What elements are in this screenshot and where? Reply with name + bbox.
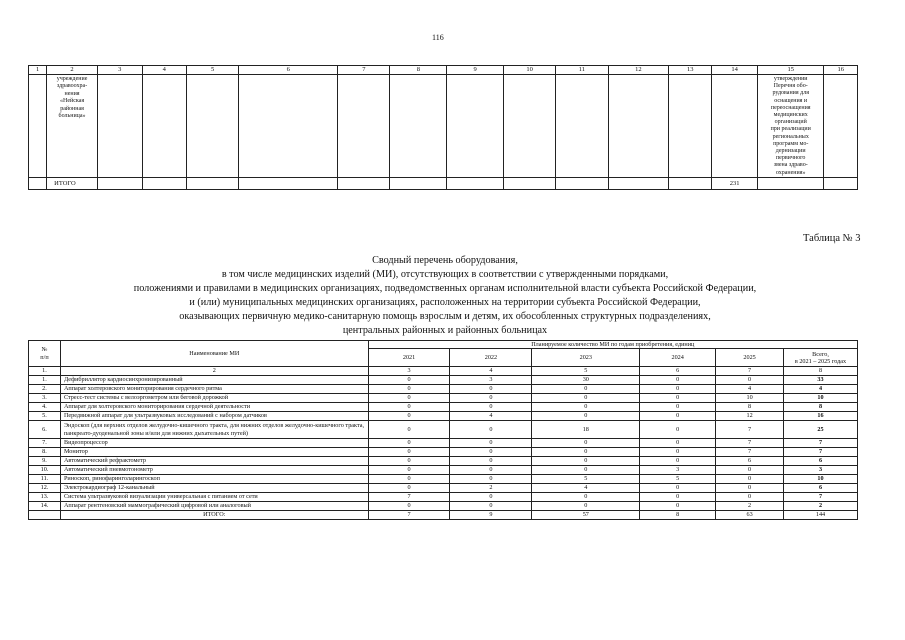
text-line: охранения»: [775, 169, 806, 176]
number-header: [29, 341, 61, 367]
column-number-2: 2: [47, 66, 98, 75]
index-cell: 5: [532, 367, 640, 376]
row-number: 14.: [29, 502, 61, 511]
text-line: при реализации: [770, 126, 811, 133]
table-row: [29, 484, 858, 493]
equipment-name: Дефибриллятор кардиосинхронизированный: [60, 376, 368, 385]
year-value: 0: [716, 376, 784, 385]
row-total: 25: [784, 421, 858, 439]
row-number: 7.: [29, 439, 61, 448]
year-value: 0: [532, 403, 640, 412]
column-number-4: 4: [142, 66, 187, 75]
year-value: 5: [640, 475, 716, 484]
year-value: 0: [450, 448, 532, 457]
row-number: 12.: [29, 484, 61, 493]
equipment-name: Стресс-тест системы с велоэргометром или беговой дорожкой: [60, 394, 368, 403]
continuation-table: [28, 65, 858, 190]
text-line: рудования для: [772, 90, 809, 97]
equipment-name: Эндоскоп (для верхних отделов желудочно-кишечного тракта, для нижних отделов желудочно-кишечного тракта, панкреато-дуоденальной зоны и/или для нижних дыхательных путей): [60, 421, 368, 439]
year-value: 0: [450, 394, 532, 403]
year-value: 8: [716, 403, 784, 412]
column-number-5: 5: [187, 66, 239, 75]
year-value: 0: [368, 394, 450, 403]
year-value: 0: [450, 493, 532, 502]
header-line: №: [41, 345, 48, 353]
equipment-name: Система ультразвуковой визуализации универсальная с питанием от сети: [60, 493, 368, 502]
year-value: 7: [368, 493, 450, 502]
name-header: Наименование МИ: [60, 341, 368, 367]
text-line: оснащения и: [774, 97, 808, 104]
text-line: здравоохра-: [56, 83, 88, 90]
row-number: 2.: [29, 385, 61, 394]
year-value: 0: [532, 457, 640, 466]
text-line: региональных: [772, 133, 809, 140]
row-number: 5.: [29, 412, 61, 421]
index-cell: 1.: [29, 367, 61, 376]
text-line: утверждении: [773, 76, 808, 82]
year-value: 0: [368, 385, 450, 394]
index-cell: 4: [450, 367, 532, 376]
header-line: п/п: [40, 353, 49, 361]
year-value: 2: [450, 484, 532, 493]
row-number: 6.: [29, 421, 61, 439]
total-value: 231: [712, 177, 758, 189]
header-line: в 2021 – 2025 годах: [794, 357, 847, 365]
row-number: 9.: [29, 457, 61, 466]
year-value: 4: [450, 412, 532, 421]
year-value: 0: [450, 466, 532, 475]
year-value: 0: [532, 502, 640, 511]
year-value: 0: [532, 394, 640, 403]
index-cell: 6: [640, 367, 716, 376]
year-value: 18: [532, 421, 640, 439]
year-header-2022: 2022: [450, 349, 532, 367]
index-row: [29, 367, 858, 376]
table-row: [29, 502, 858, 511]
year-value: 0: [532, 439, 640, 448]
row-total: 6: [784, 457, 858, 466]
grand-total-value: 7: [368, 511, 450, 520]
year-value: 0: [532, 412, 640, 421]
title-line: Сводный перечень оборудования,: [372, 255, 518, 266]
text-line: больница»: [58, 113, 86, 120]
year-value: 0: [532, 493, 640, 502]
column-number-1: 1: [29, 66, 47, 75]
grand-total-value: 144: [784, 511, 858, 520]
table-row: [29, 457, 858, 466]
document-title: [60, 254, 830, 338]
index-cell: 7: [716, 367, 784, 376]
header-line: Всего,: [812, 350, 829, 358]
year-value: 3: [450, 376, 532, 385]
row-number: 1.: [29, 376, 61, 385]
year-value: 0: [532, 448, 640, 457]
text-line: переоснащения: [770, 104, 811, 111]
year-value: 4: [532, 484, 640, 493]
equipment-name: Риноскоп, ринофаринголарингоскоп: [60, 475, 368, 484]
year-value: 12: [716, 412, 784, 421]
text-line: учреждение: [56, 76, 88, 82]
column-number-7: 7: [338, 66, 390, 75]
year-value: 0: [368, 376, 450, 385]
text-line: медицинских: [773, 112, 808, 119]
column-number-3: 3: [97, 66, 142, 75]
equipment-name: Аппарат для холтеровского мониторирования сердечной деятельности: [60, 403, 368, 412]
year-value: 0: [640, 403, 716, 412]
header-row-1: [29, 341, 858, 349]
institution-row: [29, 75, 858, 178]
row-total: 8: [784, 403, 858, 412]
year-value: 0: [368, 421, 450, 439]
institution-name-cell: [47, 75, 98, 178]
text-line: организаций: [774, 119, 807, 126]
year-header-2021: 2021: [368, 349, 450, 367]
year-value: 5: [532, 475, 640, 484]
row-total: 33: [784, 376, 858, 385]
row-total: 7: [784, 439, 858, 448]
basis-document-cell: [758, 75, 824, 178]
total-label: ИТОГО: [47, 177, 98, 189]
row-total: 6: [784, 484, 858, 493]
table-row: [29, 412, 858, 421]
year-value: 0: [640, 448, 716, 457]
table-label: Таблица № 3: [803, 233, 861, 244]
year-value: 0: [640, 502, 716, 511]
grand-total-value: 57: [532, 511, 640, 520]
column-number-13: 13: [669, 66, 712, 75]
year-value: 0: [716, 466, 784, 475]
table-row: [29, 475, 858, 484]
year-value: 0: [640, 493, 716, 502]
table-row: [29, 376, 858, 385]
text-line: звена здраво-: [773, 162, 808, 169]
title-line: оказывающих первичную медико-санитарную помощь взрослым и детям, их обособленных структурных подразделениях,: [179, 311, 711, 322]
year-header-2024: 2024: [640, 349, 716, 367]
index-cell: 3: [368, 367, 450, 376]
equipment-name: Аппарат холтеровского мониторирования сердечного ритма: [60, 385, 368, 394]
year-value: 0: [450, 475, 532, 484]
year-value: 7: [716, 421, 784, 439]
index-cell: 2: [60, 367, 368, 376]
year-value: 0: [716, 493, 784, 502]
equipment-name: Автоматический рефрактометр: [60, 457, 368, 466]
row-number: 3.: [29, 394, 61, 403]
column-number-8: 8: [390, 66, 447, 75]
grand-total-value: 9: [450, 511, 532, 520]
year-value: 0: [368, 502, 450, 511]
year-value: 0: [368, 475, 450, 484]
year-value: 0: [368, 466, 450, 475]
page-number: 116: [432, 33, 444, 42]
year-value: 0: [716, 475, 784, 484]
row-total: 4: [784, 385, 858, 394]
plan-group-header: Планируемое количество МИ по годам приобретения, единиц: [368, 341, 857, 349]
equipment-name: Передвижной аппарат для ультразвуковых исследований с набором датчиков: [60, 412, 368, 421]
year-value: 0: [640, 439, 716, 448]
year-value: 0: [532, 466, 640, 475]
column-number-10: 10: [504, 66, 556, 75]
text-line: Перечня обо-: [773, 83, 808, 90]
text-line: «Нейская: [59, 98, 85, 105]
column-number-15: 15: [758, 66, 824, 75]
year-value: 10: [716, 394, 784, 403]
empty-cell: [29, 511, 61, 520]
year-value: 0: [368, 403, 450, 412]
year-value: 4: [716, 385, 784, 394]
year-value: 0: [368, 412, 450, 421]
row-total: 2: [784, 502, 858, 511]
equipment-total-row: [29, 511, 858, 520]
table-row: [29, 394, 858, 403]
total-row: [29, 177, 858, 189]
year-value: 0: [640, 394, 716, 403]
text-line: нения: [64, 90, 80, 97]
table-row: [29, 439, 858, 448]
year-value: 0: [640, 457, 716, 466]
table-row: [29, 466, 858, 475]
total-header: [784, 349, 858, 367]
equipment-name: Электрокардиограф 12-канальный: [60, 484, 368, 493]
row-total: 16: [784, 412, 858, 421]
year-value: 0: [640, 376, 716, 385]
column-number-11: 11: [556, 66, 608, 75]
year-value: 0: [450, 502, 532, 511]
table-row: [29, 421, 858, 439]
year-value: 0: [368, 448, 450, 457]
title-line: центральных районных и районных больницах: [342, 325, 548, 336]
table-row: [29, 493, 858, 502]
row-total: 7: [784, 493, 858, 502]
year-value: 7: [716, 448, 784, 457]
row-number: 4.: [29, 403, 61, 412]
year-value: 0: [640, 385, 716, 394]
grand-total-label: ИТОГО:: [60, 511, 368, 520]
year-value: 0: [716, 484, 784, 493]
text-line: районная: [60, 105, 84, 112]
column-number-6: 6: [239, 66, 338, 75]
equipment-table: [28, 340, 858, 520]
row-number: 11.: [29, 475, 61, 484]
column-number-12: 12: [608, 66, 669, 75]
year-header-2023: 2023: [532, 349, 640, 367]
year-value: 2: [716, 502, 784, 511]
grand-total-value: 8: [640, 511, 716, 520]
row-number: 8.: [29, 448, 61, 457]
equipment-name: Видеопроцессор: [60, 439, 368, 448]
year-value: 0: [450, 439, 532, 448]
equipment-name: Монитор: [60, 448, 368, 457]
year-value: 0: [450, 403, 532, 412]
year-value: 0: [640, 484, 716, 493]
column-number-row: [29, 66, 858, 75]
row-number: 10.: [29, 466, 61, 475]
title-line: положениями и правилами в медицинских организациях, подведомственных органам исполнительной власти субъекта Российской Федерации,: [133, 283, 757, 294]
year-value: 0: [368, 457, 450, 466]
year-value: 7: [716, 439, 784, 448]
table-row: [29, 448, 858, 457]
year-value: 6: [716, 457, 784, 466]
column-number-9: 9: [447, 66, 504, 75]
year-value: 0: [640, 412, 716, 421]
year-header-2025: 2025: [716, 349, 784, 367]
year-value: 0: [450, 421, 532, 439]
text-line: программ мо-: [773, 140, 809, 147]
equipment-name: Автоматический пневмотонометр: [60, 466, 368, 475]
row-total: 3: [784, 466, 858, 475]
year-value: 0: [640, 421, 716, 439]
row-number: 13.: [29, 493, 61, 502]
title-line: в том числе медицинских изделий (МИ), отсутствующих в соответствии с утвержденными порядками,: [221, 269, 669, 280]
table-row: [29, 385, 858, 394]
row-total: 7: [784, 448, 858, 457]
table-row: [29, 403, 858, 412]
row-total: 10: [784, 394, 858, 403]
column-number-16: 16: [824, 66, 858, 75]
equipment-name: Аппарат рентгеновский маммографический цифровой или аналоговый: [60, 502, 368, 511]
text-line: первичного: [775, 155, 806, 162]
year-value: 0: [368, 484, 450, 493]
year-value: 0: [450, 457, 532, 466]
year-value: 0: [532, 385, 640, 394]
year-value: 0: [450, 385, 532, 394]
year-value: 0: [368, 439, 450, 448]
grand-total-value: 63: [716, 511, 784, 520]
text-line: дернизации: [775, 148, 806, 155]
row-total: 10: [784, 475, 858, 484]
title-line: и (или) муниципальных медицинских организациях, расположенных на территории субъекта Российской Федерации,: [189, 297, 701, 308]
year-value: 30: [532, 376, 640, 385]
column-number-14: 14: [712, 66, 758, 75]
index-cell: 8: [784, 367, 858, 376]
year-value: 3: [640, 466, 716, 475]
